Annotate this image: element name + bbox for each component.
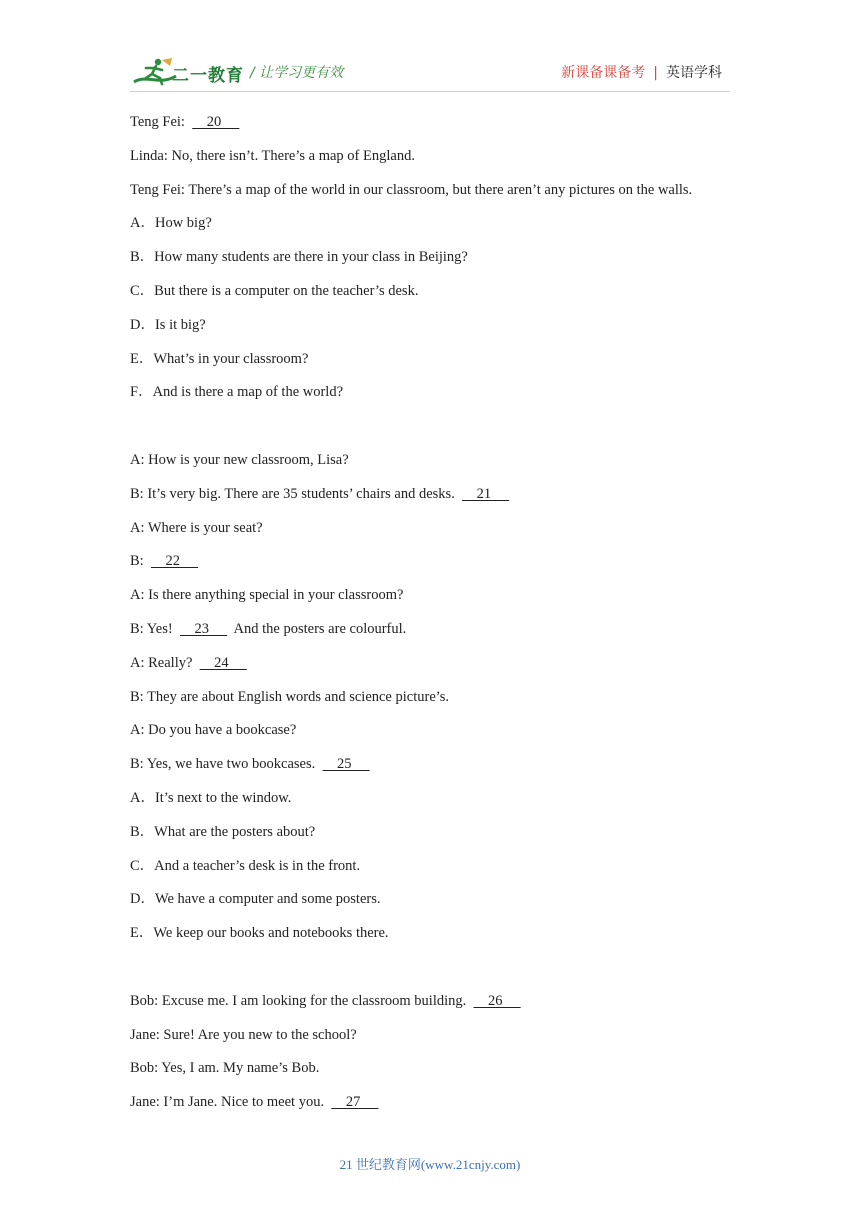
line-text: Jane: Sure! Are you new to the school? — [130, 1026, 357, 1043]
line-text: C．But there is a computer on the teacher’s desk. — [130, 282, 419, 299]
line-text: F．And is there a map of the world? — [130, 384, 344, 401]
document-line — [130, 619, 750, 639]
line-text: Linda: No, there isn’t. There’s a map of England. — [130, 147, 415, 164]
document-line — [130, 1092, 750, 1112]
document-line — [130, 991, 750, 1011]
document-line — [130, 923, 750, 943]
document-line — [130, 484, 750, 504]
line-text: E．We keep our books and notebooks there. — [130, 925, 389, 942]
answer-blank: 26 — [473, 992, 521, 1009]
line-text: E．What’s in your classroom? — [130, 350, 309, 367]
line-text: B．What are the posters about? — [130, 823, 316, 840]
document-line — [130, 315, 750, 335]
line-text: Jane: I’m Jane. Nice to meet you. — [130, 1094, 332, 1111]
logo-text: 二一教育 — [172, 66, 244, 86]
document-line — [130, 518, 750, 538]
line-text: D．We have a computer and some posters. — [130, 891, 381, 908]
document-line — [130, 856, 750, 876]
section-gap — [130, 957, 750, 991]
line-text: B．How many students are there in your class in Beijing? — [130, 249, 468, 266]
document-body — [130, 112, 750, 1126]
document-line — [130, 213, 750, 233]
answer-blank: 22 — [150, 553, 199, 570]
document-line — [130, 788, 750, 808]
answer-blank: 23 — [179, 620, 228, 637]
line-suffix-text: And the posters are colourful. — [227, 620, 407, 637]
document-line — [130, 585, 750, 605]
header-divider — [130, 91, 730, 92]
answer-blank: 20 — [192, 114, 240, 130]
document-line — [130, 822, 750, 842]
line-text: B: Yes! — [130, 620, 180, 637]
header-separator: | — [653, 65, 658, 81]
document-line — [130, 112, 750, 132]
line-text: Teng Fei: There’s a map of the world in our classroom, but there aren’t any pictures on the walls. — [130, 181, 693, 198]
header-right — [561, 62, 722, 82]
line-text: B: They are about English words and science picture’s. — [130, 688, 450, 705]
line-text: A: Really? — [130, 654, 200, 671]
line-text: A: Is there anything special in your classroom? — [130, 587, 404, 604]
answer-blank: 24 — [199, 654, 247, 671]
document-line — [130, 889, 750, 909]
document-line — [130, 653, 750, 673]
document-line — [130, 146, 750, 166]
line-text: Bob: Yes, I am. My name’s Bob. — [130, 1060, 320, 1077]
line-text: A: How is your new classroom, Lisa? — [130, 451, 349, 468]
document-line — [130, 450, 750, 470]
page-footer: 21 世纪教育网(www.21cnjy.com) — [339, 1157, 521, 1172]
header-course-label: 新课备课备考 — [561, 65, 646, 81]
header-subject-label: 英语学科 — [666, 65, 722, 81]
document-line — [130, 349, 750, 369]
line-text: A．How big? — [130, 215, 212, 232]
page-header — [0, 0, 860, 96]
answer-blank: 27 — [331, 1094, 379, 1111]
line-text: A．It’s next to the window. — [130, 789, 292, 806]
document-line — [130, 754, 750, 774]
line-text: B: It’s very big. There are 35 students’ chairs and desks. — [130, 485, 463, 502]
document-line — [130, 1058, 750, 1078]
line-text: A: Where is your seat? — [130, 519, 263, 536]
document-line — [130, 551, 750, 571]
answer-blank: 21 — [462, 485, 510, 502]
line-text: D．Is it big? — [130, 316, 206, 333]
document-line — [130, 720, 750, 740]
line-text: Bob: Excuse me. I am looking for the classroom building. — [130, 992, 474, 1009]
document-line — [130, 1025, 750, 1045]
line-text: B: — [130, 553, 151, 570]
line-text: A: Do you have a bookcase? — [130, 722, 297, 739]
answer-blank: 25 — [322, 756, 370, 773]
line-text: Teng Fei: — [130, 114, 193, 130]
section-gap — [130, 416, 750, 450]
header-slogan: / 让学习更有效 — [250, 65, 344, 81]
document-line — [130, 687, 750, 707]
document-line — [130, 180, 750, 200]
document-line — [130, 382, 750, 402]
line-text: C．And a teacher’s desk is in the front. — [130, 857, 361, 874]
line-text: B: Yes, we have two bookcases. — [130, 756, 323, 773]
document-line — [130, 281, 750, 301]
document-line — [130, 247, 750, 267]
